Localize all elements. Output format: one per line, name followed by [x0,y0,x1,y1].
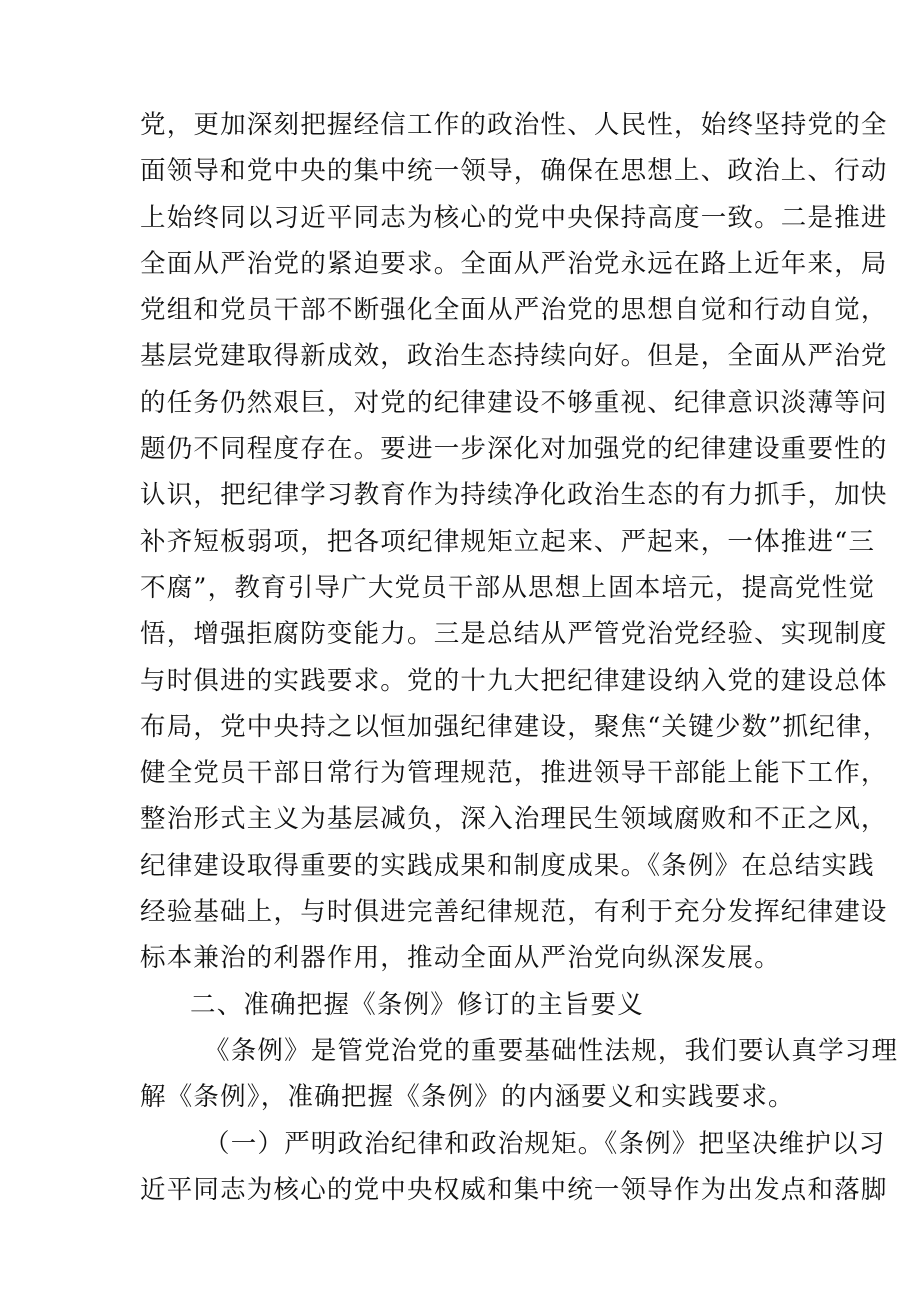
text-line: 悟，增强拒腐防变能力。三是总结从严管党治党经验、实现制度 [140,619,888,650]
text-line: 基层党建取得新成效，政治生态持续向好。但是，全面从严治党 [140,341,888,372]
document-body [140,102,899,1213]
text-line: 整治形式主义为基层减负，深入治理民生领域腐败和不正之风， [140,804,888,835]
text-line: 补齐短板弱项，把各项纪律规矩立起来、严起来，一体推进“三 [140,526,876,557]
text-line: 纪律建设取得重要的实践成果和制度成果。《条例》在总结实践 [140,850,875,881]
text-line: 党，更加深刻把握经信工作的政治性、人民性，始终坚持党的全 [140,110,888,140]
subsection-first-line: （一）严明政治纪律和政治规矩。《条例》把坚决维护以习 [204,1128,886,1159]
text-line: 经验基础上，与时俱进完善纪律规范，有利于充分发挥纪律建设 [140,897,888,928]
text-line: 题仍不同程度存在。要进一步深化对加强党的纪律建设重要性的 [140,434,888,465]
text-line: 近平同志为核心的党中央权威和集中统一领导作为出发点和落脚 [140,1174,888,1205]
text-line: 健全党员干部日常行为管理规范，推进领导干部能上能下工作， [140,758,888,789]
paragraph-first-line: 《条例》是管党治党的重要基础性法规，我们要认真学习理 [204,1035,899,1066]
section-heading: 二、准确把握《条例》修订的主旨要义 [190,989,644,1020]
text-line: 的任务仍然艰巨，对党的纪律建设不够重视、纪律意识淡薄等问 [140,387,888,418]
text-line: 认识，把纪律学习教育作为持续净化政治生态的有力抓手，加快 [140,480,888,511]
text-line: 不腐”，教育引导广大党员干部从思想上固本培元，提高党性觉 [140,572,876,603]
paragraph-last-line: 解《条例》，准确把握《条例》的内涵要义和实践要求。 [140,1082,795,1113]
text-line: 布局，党中央持之以恒加强纪律建设，聚焦“关键少数”抓纪律， [140,711,890,742]
text-line: 与时俱进的实践要求。党的十九大把纪律建设纳入党的建设总体 [140,665,888,696]
text-line: 上始终同以习近平同志为核心的党中央保持高度一致。二是推进 [140,202,888,233]
paragraph-last-line: 标本兼治的利器作用，推动全面从严治党向纵深发展。 [140,943,781,974]
text-line: 党组和党员干部不断强化全面从严治党的思想自觉和行动自觉， [140,295,888,326]
text-line: 全面从严治党的紧迫要求。全面从严治党永远在路上近年来，局 [140,248,888,279]
text-line: 面领导和党中央的集中统一领导，确保在思想上、政治上、行动 [140,156,888,187]
